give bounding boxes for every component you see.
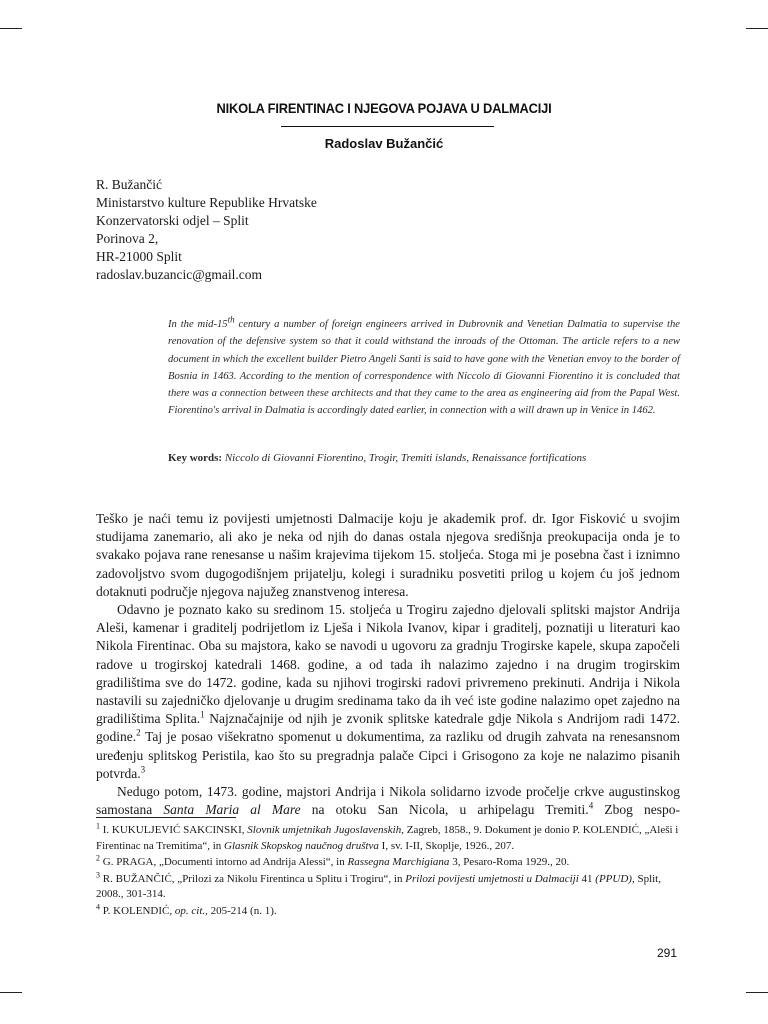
footnote-3 <box>96 869 686 903</box>
keywords-label: Key words: <box>168 452 223 464</box>
footnote-italic: Glasnik Skopskog naučnog društva <box>224 839 379 852</box>
body-paragraph-1: Teško je naći temu iz povijesti umjetnosti Dalmacije koju je akademik prof. dr. Igor Fisković u svojim studijama zanemario, ali ako je neka od njih do danas ostala njegova središnja preokupacija onda je to svakako pojava rane renesanse u našim krajevima tijekom 15. stoljeća. Stoga mi je posebna čast i iznimno zadovoljstvo svom dugogodišnjem prijatelju, kolegi i suradniku posvetiti prilog u kojem ću još jednom dotaknuti područje njegova najužeg znanstvenog interesa. <box>96 511 680 599</box>
footnote-number: 4 <box>96 901 100 911</box>
footnote-text: G. PRAGA, „Documenti intorno ad Andrija Alessi“, in <box>102 856 348 868</box>
footnote-number: 3 <box>96 869 100 879</box>
article-title: NIKOLA FIRENTINAC I NJEGOVA POJAVA U DALMACIJI <box>216 100 552 116</box>
crop-mark <box>0 992 22 993</box>
footnote-text: 205-214 (n. 1). <box>207 904 277 917</box>
footnote-text: I, sv. I-II, Skoplje, 1926., 207. <box>378 839 515 852</box>
abstract-superscript: th <box>227 314 235 325</box>
page-number: 291 <box>657 946 678 960</box>
footnote-number: 2 <box>96 853 100 863</box>
footnote-italic: op. cit., <box>174 904 208 917</box>
body-text <box>96 510 680 819</box>
crop-mark <box>0 28 22 29</box>
footnote-4 <box>96 901 686 920</box>
footnote-ref-3[interactable]: 3 <box>140 764 146 775</box>
footnote-separator <box>96 817 236 818</box>
affiliation-email: radoslav.buzancic@gmail.com <box>96 267 262 282</box>
footnote-text: , Zagreb, 1858., 9. Dokument je donio P. KOLENDIĆ, „Aleši i Firentinac na Tremitima“, in <box>96 824 679 852</box>
body-text-span: Najznačajnije od njih je zvonik splitske katedrale gdje Nikola s Andrijom radi 1472. godine. <box>96 711 680 745</box>
footnote-italic: (PPUD) <box>595 872 632 885</box>
body-text-span: Nedugo potom, 1473. godine, majstori Andrija i Nikola solidarno izvode pročelje crkve augustinskog samostana <box>96 784 680 818</box>
affiliation-street: Porinova 2, <box>96 231 159 246</box>
title-underline <box>281 126 494 127</box>
footnote-text: 41 <box>578 872 596 885</box>
footnote-text: , Split, 2008., 301-314. <box>96 872 661 900</box>
body-paragraph-3 <box>96 783 680 819</box>
body-text-span: Taj je posao višekratno spomenut u dokumentima, za razliku od drugih zahvata na renesansnom uređenju splitskog Peristila, kao što su pregradnja palače Cipci i Grisogono za koje ne nalazimo pisanih potvrda. <box>96 729 680 781</box>
abstract-text-start: In the mid-15 <box>168 319 228 330</box>
body-paragraph-2 <box>96 601 680 783</box>
footnote-ref-2[interactable]: 2 <box>136 727 141 738</box>
affiliation-department: Konzervatorski odjel – Split <box>96 213 249 228</box>
footnote-number: 1 <box>96 821 100 831</box>
abstract-text: century a number of foreign engineers arrived in Dubrovnik and Venetian Dalmatia to supervise the renovation of the defensive system so that it could withstand the inroads of the Ottoman. The article refers to a new document in which the excellent builder Pietro Angeli Santi is said to have gone with the Venetian envoy to the border of Bosnia in 1463. According to the mention of correspondence with Niccolo di Giovanni Fiorentino it is concluded that there was a connection between these architects and that they came to the area as engineering aid from the Papal West. Fiorentino's arrival in Dalmatia is accordingly dated earlier, in connection with a will drawn up in Venice in 1462. <box>168 319 681 417</box>
body-text-span: na otoku San Nicola, u arhipelagu Tremiti. <box>300 802 589 818</box>
keywords <box>168 452 688 464</box>
affiliation-city: HR-21000 Split <box>96 249 182 264</box>
footnote-ref-4[interactable]: 4 <box>588 800 594 811</box>
body-text-span: Zbog nespo- <box>593 802 680 818</box>
article-author: Radoslav Bužančić <box>324 136 444 151</box>
footnote-italic: Prilozi povijesti umjetnosti u Dalmaciji <box>405 872 579 885</box>
footnotes <box>96 823 686 920</box>
footnote-italic: Slovnik umjetnikah Jugoslavenskih <box>247 824 402 836</box>
footnote-ref-1[interactable]: 1 <box>200 709 205 720</box>
keywords-text: Niccolo di Giovanni Fiorentino, Trogir, Tremiti islands, Renaissance fortifications <box>224 452 587 464</box>
affiliation-name: R. Bužančić <box>96 177 162 192</box>
footnote-text: 3, Pesaro-Roma 1929., 20. <box>449 856 570 868</box>
footnote-text: R. BUŽANČIĆ, „Prilozi za Nikolu Firentinca u Splitu i Trogiru“, in <box>102 872 406 885</box>
author-affiliation <box>96 176 317 284</box>
crop-mark <box>746 992 768 993</box>
body-text-span: Odavno je poznato kako su sredinom 15. stoljeća u Trogiru zajedno djelovali splitski majstor Andrija Aleši, kamenar i graditelj podrijetlom iz Lješa i Nikola Ivanov, kipar i graditelj, poznatiji u literaturi kao Nikola Firentinac. Oba su majstora, kako se navodi u ugovoru za gradnju Trogirske kapele, skupa započeli radove u trogirskoj katedrali 1468. godine, a od tada ih nalazimo zajedno i na drugim trogirskim gradilištima sve do 1472. godine, kada su njihovi trogirski radovi privremeno prekinuti. Andrija i Nikola nastavili su zajedničko djelovanje u drugim sredinama tako da ih već iste godine nalazimo opet zajedno na gradilištima Splita. <box>96 602 680 727</box>
body-italic-span: Santa Maria al Mare <box>163 802 301 818</box>
footnote-1 <box>96 823 686 854</box>
footnote-text: I. KUKULJEVIĆ SAKCINSKI, <box>102 824 248 836</box>
footnote-italic: Rassegna Marchigiana <box>347 856 450 868</box>
abstract <box>168 316 680 420</box>
affiliation-institution: Ministarstvo kulture Republike Hrvatske <box>96 195 317 210</box>
footnote-text: P. KOLENDIĆ, <box>102 904 175 917</box>
footnote-2 <box>96 855 686 871</box>
crop-mark <box>746 28 768 29</box>
